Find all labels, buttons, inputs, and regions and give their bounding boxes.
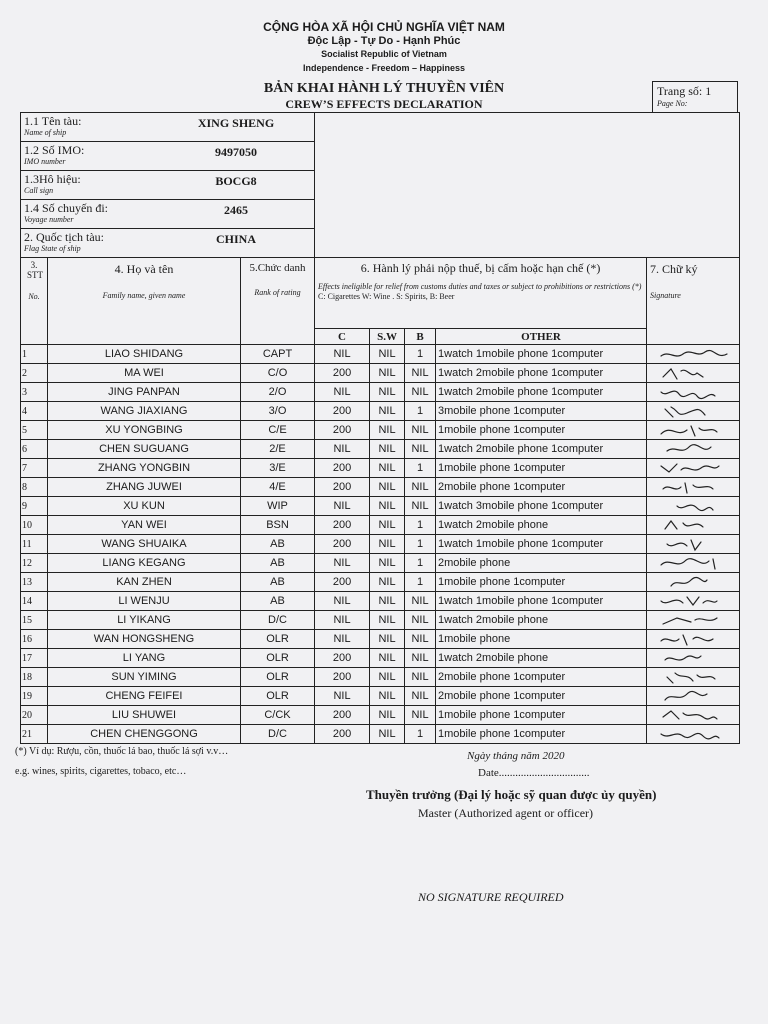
handwritten-signature — [647, 384, 737, 401]
beer-value: 1 — [405, 516, 436, 535]
beer-value: 1 — [405, 535, 436, 554]
other-effects: 1mobile phone 1computer — [436, 421, 647, 440]
other-effects: 1watch 1mobile phone 1computer — [436, 345, 647, 364]
crew-name: CHENG FEIFEI — [48, 687, 241, 706]
signature-cell — [647, 516, 740, 535]
spirits-wine-value: NIL — [370, 383, 405, 402]
row-number: 8 — [21, 478, 48, 497]
spirits-wine-value: NIL — [370, 459, 405, 478]
table-row — [21, 478, 740, 497]
beer-value: NIL — [405, 649, 436, 668]
beer-value: 1 — [405, 554, 436, 573]
handwritten-signature — [647, 422, 737, 439]
handwritten-signature — [647, 346, 737, 363]
beer-value: 1 — [405, 402, 436, 421]
crew-rank: BSN — [241, 516, 315, 535]
beer-value: NIL — [405, 592, 436, 611]
handwritten-signature — [647, 555, 737, 572]
spirits-wine-value: NIL — [370, 573, 405, 592]
handwritten-signature — [647, 517, 737, 534]
signature-cell — [647, 402, 740, 421]
cigarettes-value: NIL — [315, 687, 370, 706]
voyage-number-value: 2465 — [224, 203, 248, 217]
signature-cell — [647, 345, 740, 364]
row-number: 13 — [21, 573, 48, 592]
crew-rank: AB — [241, 573, 315, 592]
crew-name: LIANG KEGANG — [48, 554, 241, 573]
document-header — [0, 20, 768, 74]
spirits-wine-value: NIL — [370, 535, 405, 554]
row-number: 14 — [21, 592, 48, 611]
form-title-en: CREW’S EFFECTS DECLARATION — [285, 97, 483, 111]
crew-name: LI YANG — [48, 649, 241, 668]
cigarettes-value: 200 — [315, 668, 370, 687]
signature-cell — [647, 668, 740, 687]
beer-value: NIL — [405, 630, 436, 649]
other-effects: 1watch 1mobile phone 1computer — [436, 535, 647, 554]
signature-cell — [647, 440, 740, 459]
handwritten-signature — [647, 707, 737, 724]
handwritten-signature — [647, 479, 737, 496]
row-number: 18 — [21, 668, 48, 687]
beer-value: NIL — [405, 383, 436, 402]
beer-value: 1 — [405, 573, 436, 592]
signature-cell — [647, 421, 740, 440]
column-header-name: 4. Họ và tên Family name, given name — [48, 258, 241, 345]
signature-cell — [647, 554, 740, 573]
crew-rank: C/CK — [241, 706, 315, 725]
table-row — [21, 364, 740, 383]
spirits-wine-value: NIL — [370, 668, 405, 687]
row-number: 4 — [21, 402, 48, 421]
signature-cell — [647, 478, 740, 497]
imo-number-field: 1.2 Số IMO: IMO number 9497050 — [21, 142, 315, 171]
signature-cell — [647, 573, 740, 592]
cigarettes-value: 200 — [315, 421, 370, 440]
handwritten-signature — [647, 574, 737, 591]
column-header-signature: 7. Chữ ký Signature — [647, 258, 740, 345]
beer-value: NIL — [405, 421, 436, 440]
column-header-stt: 3. STT No. — [21, 258, 48, 345]
cigarettes-value: NIL — [315, 630, 370, 649]
row-number: 12 — [21, 554, 48, 573]
crew-name: CHEN SUGUANG — [48, 440, 241, 459]
crew-name: LIAO SHIDANG — [48, 345, 241, 364]
motto-vi: Độc Lập - Tự Do - Hạnh Phúc — [307, 35, 461, 47]
crew-name: SUN YIMING — [48, 668, 241, 687]
date-line-en: Date................................. — [478, 767, 590, 779]
cigarettes-value: NIL — [315, 611, 370, 630]
crew-name: WANG SHUAIKA — [48, 535, 241, 554]
page-number-box — [652, 81, 738, 113]
cigarettes-value: NIL — [315, 497, 370, 516]
spirits-wine-value: NIL — [370, 421, 405, 440]
beer-value: 1 — [405, 345, 436, 364]
other-effects: 1watch 2mobile phone 1computer — [436, 440, 647, 459]
spirits-wine-value: NIL — [370, 345, 405, 364]
crew-rank: AB — [241, 535, 315, 554]
table-row — [21, 573, 740, 592]
row-number: 10 — [21, 516, 48, 535]
call-sign-field: 1.3Hô hiệu: Call sign BOCG8 — [21, 171, 315, 200]
crew-rank: C/O — [241, 364, 315, 383]
column-header-rank: 5.Chức danh Rank of rating — [241, 258, 315, 345]
crew-rank: AB — [241, 592, 315, 611]
other-effects: 1mobile phone 1computer — [436, 459, 647, 478]
signature-cell — [647, 687, 740, 706]
other-effects: 2mobile phone 1computer — [436, 687, 647, 706]
crew-rank: D/C — [241, 611, 315, 630]
table-row — [21, 345, 740, 364]
other-effects: 2mobile phone 1computer — [436, 478, 647, 497]
handwritten-signature — [647, 650, 737, 667]
cigarettes-value: NIL — [315, 554, 370, 573]
table-row — [21, 421, 740, 440]
other-effects: 1mobile phone 1computer — [436, 706, 647, 725]
spirits-wine-value: NIL — [370, 611, 405, 630]
crew-rank: 3/O — [241, 402, 315, 421]
beer-value: NIL — [405, 440, 436, 459]
table-row — [21, 440, 740, 459]
table-row — [21, 668, 740, 687]
spirits-wine-value: NIL — [370, 364, 405, 383]
signature-cell — [647, 611, 740, 630]
crew-rank: 3/E — [241, 459, 315, 478]
page-number-label: Trang số: 1 — [657, 84, 712, 98]
voyage-number-field: 1.4 Số chuyến đi: Voyage number 2465 — [21, 200, 315, 229]
other-effects: 3mobile phone 1computer — [436, 402, 647, 421]
footnote-vi: (*) Ví dụ: Rượu, cồn, thuốc lá bao, thuốc lá sợi v.v… — [15, 746, 229, 757]
row-number: 19 — [21, 687, 48, 706]
row-number: 9 — [21, 497, 48, 516]
crew-rank: CAPT — [241, 345, 315, 364]
signature-cell — [647, 725, 740, 744]
column-header-effects: 6. Hành lý phải nộp thuế, bị cấm hoặc hạn chế (*) Effects ineligible for relief from customs duties and taxes or subject to prohibitions or restrictions (*) C: Cigarettes W: Wine . S: Spirits, B: Beer — [315, 258, 647, 329]
beer-value: NIL — [405, 478, 436, 497]
row-number: 17 — [21, 649, 48, 668]
beer-value: NIL — [405, 611, 436, 630]
cigarettes-value: NIL — [315, 440, 370, 459]
row-number: 16 — [21, 630, 48, 649]
table-row — [21, 706, 740, 725]
row-number: 20 — [21, 706, 48, 725]
ship-name-value: XING SHENG — [197, 116, 275, 130]
handwritten-signature — [647, 441, 737, 458]
crew-rank: 4/E — [241, 478, 315, 497]
table-row — [21, 687, 740, 706]
signature-cell — [647, 592, 740, 611]
beer-value: NIL — [405, 668, 436, 687]
row-number: 11 — [21, 535, 48, 554]
form-title-vi: BẢN KHAI HÀNH LÝ THUYỀN VIÊN — [263, 81, 505, 96]
row-number: 5 — [21, 421, 48, 440]
crew-name: LI YIKANG — [48, 611, 241, 630]
handwritten-signature — [647, 726, 737, 743]
spirits-wine-value: NIL — [370, 440, 405, 459]
spirits-wine-value: NIL — [370, 554, 405, 573]
crew-name: LIU SHUWEI — [48, 706, 241, 725]
spirits-wine-value: NIL — [370, 478, 405, 497]
crew-name: WAN HONGSHENG — [48, 630, 241, 649]
table-row — [21, 497, 740, 516]
signature-cell — [647, 649, 740, 668]
other-effects: 1watch 2mobile phone 1computer — [436, 383, 647, 402]
table-row — [21, 611, 740, 630]
crew-rank: AB — [241, 554, 315, 573]
other-effects: 1watch 2mobile phone 1computer — [436, 364, 647, 383]
crew-rank: OLR — [241, 649, 315, 668]
spirits-wine-value: NIL — [370, 402, 405, 421]
beer-value: NIL — [405, 687, 436, 706]
crew-name: KAN ZHEN — [48, 573, 241, 592]
subheader-c: C — [315, 329, 370, 345]
beer-value: NIL — [405, 364, 436, 383]
cigarettes-value: NIL — [315, 383, 370, 402]
crew-rank: 2/O — [241, 383, 315, 402]
crew-name: CHEN CHENGGONG — [48, 725, 241, 744]
cigarettes-value: 200 — [315, 478, 370, 497]
row-number: 6 — [21, 440, 48, 459]
date-line-vi: Ngày tháng năm 2020 — [467, 750, 565, 762]
crew-name: YAN WEI — [48, 516, 241, 535]
no-signature-note: NO SIGNATURE REQUIRED — [418, 890, 564, 904]
spirits-wine-value: NIL — [370, 687, 405, 706]
crew-name: WANG JIAXIANG — [48, 402, 241, 421]
row-number: 3 — [21, 383, 48, 402]
row-number: 1 — [21, 345, 48, 364]
subheader-b: B — [405, 329, 436, 345]
imo-number-value: 9497050 — [215, 145, 257, 159]
footnote-en: e.g. wines, spirits, cigarettes, tobaco, etc… — [15, 766, 187, 777]
subheader-other: OTHER — [436, 329, 647, 345]
cigarettes-value: NIL — [315, 592, 370, 611]
ship-info-blank-area — [315, 113, 740, 258]
crew-effects-table — [20, 112, 740, 744]
table-row — [21, 554, 740, 573]
other-effects: 2mobile phone 1computer — [436, 668, 647, 687]
other-effects: 1watch 2mobile phone — [436, 611, 647, 630]
row-number: 7 — [21, 459, 48, 478]
crew-name: MA WEI — [48, 364, 241, 383]
crew-rank: OLR — [241, 687, 315, 706]
other-effects: 1watch 1mobile phone 1computer — [436, 592, 647, 611]
cigarettes-value: 200 — [315, 402, 370, 421]
crew-name: ZHANG JUWEI — [48, 478, 241, 497]
master-label-en: Master (Authorized agent or officer) — [418, 806, 594, 820]
other-effects: 1mobile phone — [436, 630, 647, 649]
crew-rank: C/E — [241, 421, 315, 440]
other-effects: 1mobile phone 1computer — [436, 573, 647, 592]
other-effects: 1watch 2mobile phone — [436, 649, 647, 668]
crew-rank: OLR — [241, 630, 315, 649]
flag-state-value: CHINA — [215, 232, 256, 246]
signature-cell — [647, 535, 740, 554]
handwritten-signature — [647, 536, 737, 553]
signature-cell — [647, 383, 740, 402]
spirits-wine-value: NIL — [370, 725, 405, 744]
crew-name: XU YONGBING — [48, 421, 241, 440]
spirits-wine-value: NIL — [370, 706, 405, 725]
cigarettes-value: NIL — [315, 345, 370, 364]
crew-name: ZHANG YONGBIN — [48, 459, 241, 478]
handwritten-signature — [647, 593, 737, 610]
other-effects: 1watch 3mobile phone 1computer — [436, 497, 647, 516]
handwritten-signature — [647, 688, 737, 705]
signature-cell — [647, 630, 740, 649]
cigarettes-value: 200 — [315, 535, 370, 554]
table-row — [21, 516, 740, 535]
handwritten-signature — [647, 669, 737, 686]
table-row — [21, 402, 740, 421]
call-sign-value: BOCG8 — [215, 174, 257, 188]
crew-rank: 2/E — [241, 440, 315, 459]
crew-name: XU KUN — [48, 497, 241, 516]
flag-state-field: 2. Quốc tịch tàu: Flag State of ship CHINA — [21, 229, 315, 258]
crew-name: JING PANPAN — [48, 383, 241, 402]
handwritten-signature — [647, 403, 737, 420]
handwritten-signature — [647, 460, 737, 477]
subheader-sw: S.W — [370, 329, 405, 345]
spirits-wine-value: NIL — [370, 497, 405, 516]
table-row — [21, 630, 740, 649]
row-number: 2 — [21, 364, 48, 383]
handwritten-signature — [647, 365, 737, 382]
table-row — [21, 649, 740, 668]
table-row — [21, 535, 740, 554]
other-effects: 1watch 2mobile phone — [436, 516, 647, 535]
page-number-label-en: Page No: — [657, 99, 688, 108]
cigarettes-value: 200 — [315, 573, 370, 592]
row-number: 15 — [21, 611, 48, 630]
crew-rank: WIP — [241, 497, 315, 516]
signature-cell — [647, 364, 740, 383]
table-row — [21, 725, 740, 744]
beer-value: NIL — [405, 706, 436, 725]
spirits-wine-value: NIL — [370, 516, 405, 535]
crew-rank: OLR — [241, 668, 315, 687]
beer-value: NIL — [405, 497, 436, 516]
ship-name-field: 1.1 Tên tàu: Name of ship XING SHENG — [21, 113, 315, 142]
table-row — [21, 459, 740, 478]
beer-value: 1 — [405, 725, 436, 744]
country-name: CỘNG HÒA XÃ HỘI CHỦ NGHĨA VIỆT NAM — [263, 20, 505, 34]
handwritten-signature — [647, 612, 737, 629]
cigarettes-value: 200 — [315, 725, 370, 744]
handwritten-signature — [647, 498, 737, 515]
country-name-en: Socialist Republic of Vietnam — [321, 49, 447, 59]
handwritten-signature — [647, 631, 737, 648]
row-number: 21 — [21, 725, 48, 744]
spirits-wine-value: NIL — [370, 630, 405, 649]
signature-cell — [647, 706, 740, 725]
other-effects: 1mobile phone 1computer — [436, 725, 647, 744]
signature-cell — [647, 459, 740, 478]
crew-rank: D/C — [241, 725, 315, 744]
cigarettes-value: 200 — [315, 364, 370, 383]
table-row — [21, 383, 740, 402]
cigarettes-value: 200 — [315, 649, 370, 668]
crew-name: LI WENJU — [48, 592, 241, 611]
motto-en: Independence - Freedom – Happiness — [302, 63, 466, 73]
beer-value: 1 — [405, 459, 436, 478]
cigarettes-value: 200 — [315, 459, 370, 478]
spirits-wine-value: NIL — [370, 649, 405, 668]
master-label-vi: Thuyền trưởng (Đại lý hoặc sỹ quan được ủy quyền) — [366, 787, 657, 802]
cigarettes-value: 200 — [315, 516, 370, 535]
other-effects: 2mobile phone — [436, 554, 647, 573]
table-row — [21, 592, 740, 611]
cigarettes-value: 200 — [315, 706, 370, 725]
signature-cell — [647, 497, 740, 516]
spirits-wine-value: NIL — [370, 592, 405, 611]
